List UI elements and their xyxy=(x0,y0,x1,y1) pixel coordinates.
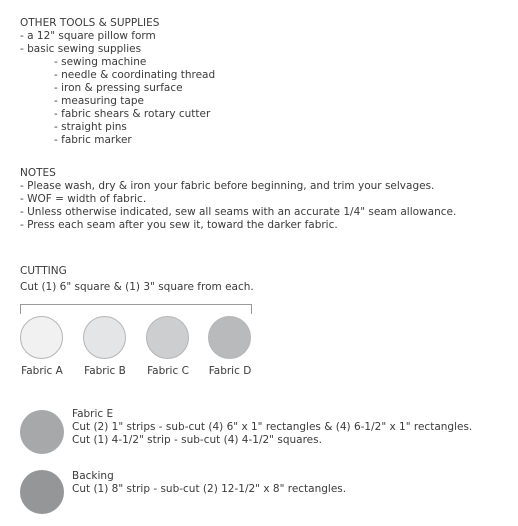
backing-name: Backing xyxy=(72,470,114,482)
notes-item: - Press each seam after you sew it, toward the darker fabric. xyxy=(20,219,338,231)
backing-cut-line: Cut (1) 8" strip - sub-cut (2) 12-1/2" x 8" rectangles. xyxy=(72,483,347,495)
tools-sub-item: - measuring tape xyxy=(54,95,144,107)
notes-item: - Unless otherwise indicated, sew all seams with an accurate 1/4" seam allowance. xyxy=(20,206,457,218)
fabric-e-cut-line: Cut (2) 1" strips - sub-cut (4) 6" x 1" rectangles & (4) 6-1/2" x 1" rectangles. xyxy=(72,421,473,433)
fabric-e-name: Fabric E xyxy=(72,408,114,420)
fabric-b-swatch xyxy=(83,316,126,359)
notes-heading: NOTES xyxy=(20,167,56,179)
tools-sub-item: - fabric marker xyxy=(54,134,132,146)
fabric-d-label: Fabric D xyxy=(208,365,252,377)
tools-sub-item: - fabric shears & rotary cutter xyxy=(54,108,211,120)
tools-sub-item: - iron & pressing surface xyxy=(54,82,183,94)
cutting-instruction: Cut (1) 6" square & (1) 3" square from each. xyxy=(20,281,254,293)
group-bracket xyxy=(20,304,252,314)
backing-block xyxy=(72,470,346,496)
fabric-e-block xyxy=(72,408,472,447)
fabric-c-label: Fabric C xyxy=(147,365,189,377)
fabric-a-swatch xyxy=(20,316,63,359)
fabric-b-label: Fabric B xyxy=(84,365,126,377)
notes-item: - WOF = width of fabric. xyxy=(20,193,147,205)
tools-heading: OTHER TOOLS & SUPPLIES xyxy=(20,17,160,29)
tools-sub-item: - sewing machine xyxy=(54,56,147,68)
tools-sub-item: - needle & coordinating thread xyxy=(54,69,216,81)
tools-sub-item: - straight pins xyxy=(54,121,127,133)
fabric-a-label: Fabric A xyxy=(21,365,63,377)
notes-section xyxy=(20,167,456,232)
fabric-e-cut-line: Cut (1) 4-1/2" strip - sub-cut (4) 4-1/2" squares. xyxy=(72,434,322,446)
backing-swatch xyxy=(20,470,64,514)
tools-item: - a 12" square pillow form xyxy=(20,30,156,42)
fabric-e-swatch xyxy=(20,410,64,454)
tools-section xyxy=(20,17,215,147)
notes-item: - Please wash, dry & iron your fabric before beginning, and trim your selvages. xyxy=(20,180,435,192)
fabric-d-swatch xyxy=(208,316,251,359)
tools-item: - basic sewing supplies xyxy=(20,43,142,55)
cutting-heading: CUTTING xyxy=(20,265,67,277)
fabric-c-swatch xyxy=(146,316,189,359)
